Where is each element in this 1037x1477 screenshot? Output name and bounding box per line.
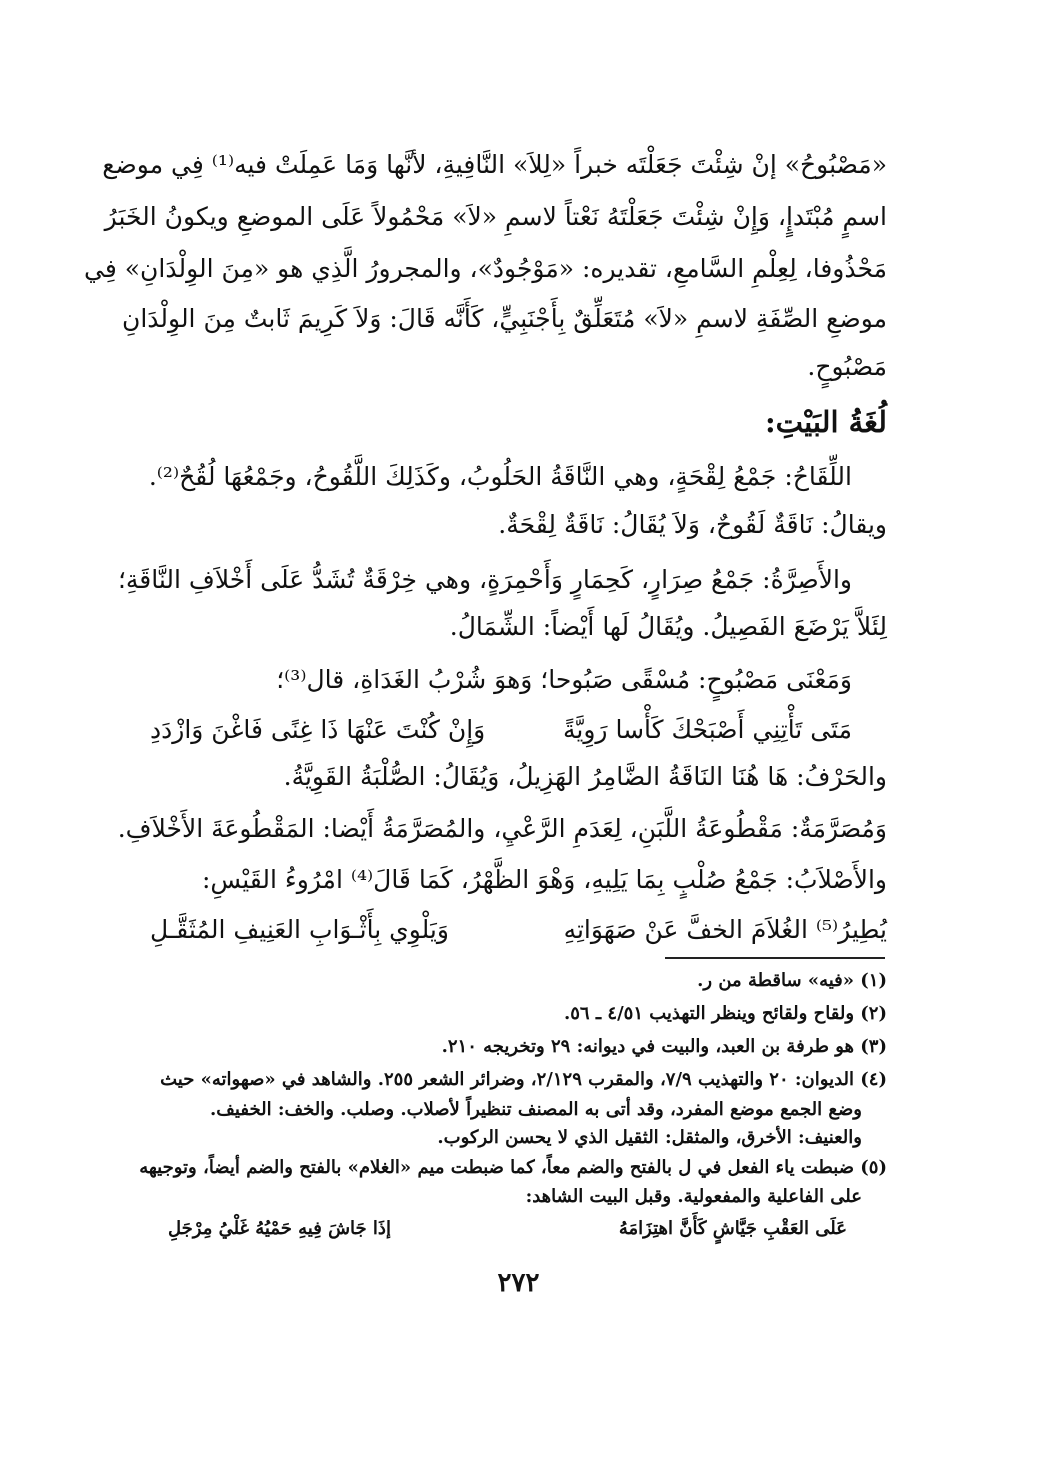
- footnote-verse-second-hemistich: إذَا جَاشَ فِيهِ حَمْيُهُ غَلْيُ مِرْجَلِ: [168, 1218, 391, 1239]
- body-line: وَمَعْنَى مَصْبُوحٍ: مُسْقًى صَبُوحا؛ وَهوَ شُرْبُ الغَدَاةِ، قال⁽³⁾؛: [276, 665, 852, 694]
- body-line: والأَصِرَّةُ: جَمْعُ صِرَارٍ، كَحِمَارٍ وَأَحْمِرَةٍ، وهي خِرْقَةٌ تُشَدُّ عَلَى أَخْلاَفِ النَّاقَةِ؛: [117, 565, 852, 594]
- body-line: اسمٍ مُبْتَدإٍ، وَإِنْ شِئْتَ جَعَلْتَهُ نَعْتاً لاسمِ «لاَ» مَحْمُولاً عَلَى الموضعِ ويكونُ الخَبَرُ: [104, 202, 887, 231]
- footnote-5-continued: على الفاعلية والمفعولية. وقبل البيت الشاهد:: [525, 1186, 862, 1207]
- verse-first-hemistich: يُطِيرُ⁽⁵⁾ الغُلاَمَ الخفَّ عَنْ صَهَوَاتِهِ: [563, 915, 887, 944]
- page-number: ٢٧٢: [497, 1268, 540, 1298]
- footnote-2: (٢) ولقاح ولقائح وينظر التهذيب ٤/٥١ ـ ٥٦.: [563, 1003, 887, 1024]
- footnote-4-continued: وضع الجمع موضع المفرد، وقد أتى به المصنف تنظيراً لأصلاب. وصلب. والخف: الخفيف.: [210, 1099, 862, 1120]
- footnote-4-continued: والعنيف: الأخرق، والمثقل: الثقيل الذي لا يحسن الركوب.: [437, 1127, 862, 1148]
- footnote-verse-first-hemistich: عَلَى العَقْبِ جَيَّاشٍ كَأَنَّ اهتِزَامَهُ: [618, 1218, 847, 1239]
- body-line: موضعِ الصِّفَةِ لاسمِ «لاَ» مُتَعَلِّقٌ بِأَجْنَبِيٍّ، كَأَنَّه قَالَ: وَلاَ كَرِيمَ ثَابتٌ مِنَ الوِلْدَانِ: [121, 304, 887, 333]
- body-line: مَحْذُوفا، لِعِلْمِ السَّامعِ، تقديره: «مَوْجُودٌ»، والمجرورُ الَّذِي هو «مِنَ الوِلْدَانِ» فِي: [84, 254, 887, 283]
- body-line: اللِّقَاحُ: جَمْعُ لِقْحَةٍ، وهي النَّاقَةُ الحَلُوبُ، وكَذَلِكَ اللَّقُوحُ، وجَمْعُهَا لُقُحٌ⁽²⁾.: [148, 462, 852, 491]
- footnote-5: (٥) ضبطت ياء الفعل في ل بالفتح والضم معاً، كما ضبطت ميم «الغلام» بالفتح والضم أيضاً، وتوجيهه: [139, 1157, 887, 1178]
- verse-second-hemistich: وَإِنْ كُنْتَ عَنْهَا ذَا غِنًى فَاغْنَ وَازْدَدِ: [150, 715, 486, 744]
- body-line: مَصْبُوحٍ.: [807, 352, 887, 381]
- body-line: «مَصْبُوحُ» إنْ شِئْتَ جَعَلْتَه خبراً «لِلاَ» النَّافِيةِ، لأنَّها وَمَا عَمِلَتْ فيه⁽¹⁾ فِي موضع: [102, 150, 887, 179]
- body-line: والأَصْلاَبُ: جَمْعُ صُلْبٍ بِمَا يَلِيهِ، وَهْوَ الظَّهْرُ، كَمَا قَالَ⁽⁴⁾ امْرُوءُ القَيْسِ:: [201, 865, 887, 894]
- footnote-1: (١) «فيه» ساقطة من ر.: [697, 970, 887, 991]
- body-line: ويقالُ: نَاقَةٌ لَقُوحٌ، وَلاَ يُقَالُ: نَاقَةٌ لِقْحَةٌ.: [498, 510, 887, 539]
- body-line: وَمُصَرَّمَةٌ: مَقْطُوعَةُ اللَّبَنِ، لِعَدَمِ الرَّعْيِ، والمُصَرَّمَةُ أَيْضا: المَقْطُوعَةَ الأَخْلاَفِ.: [117, 814, 887, 843]
- body-line: لِئَلاَّ يَرْضَعَ الفَصِيلُ. ويُقَالُ لَها أَيْضاً: الشِّمَالُ.: [449, 612, 887, 641]
- footnote-3: (٣) هو طرفة بن العبد، والبيت في ديوانه: ٢٩ وتخريجه ٢١٠.: [441, 1036, 887, 1057]
- footnote-4: (٤) الديوان: ٢٠ والتهذيب ٧/٩، والمقرب ٢/١٢٩، وضرائر الشعر ٢٥٥. والشاهد في «صهواته» حيث: [160, 1069, 887, 1090]
- section-heading: لُغَةُ البَيْتِ:: [764, 405, 887, 439]
- verse-first-hemistich: مَتَى تَأْتِنِي أَصْبَحْكَ كَأْسا رَوِيَّةً: [563, 715, 852, 744]
- body-line: والحَرْفُ: هَا هُنَا النَاقَةُ الضَّامِرُ الهَزِيلُ، وَيُقَالُ: الصُّلْبَةُ القَوِيَّةُ.: [283, 762, 887, 791]
- verse-second-hemistich: وَيَلْوِي بِأَثْـوَابِ العَنِيفِ المُثَقَّـلِ: [150, 915, 449, 944]
- footnote-separator: [665, 957, 885, 959]
